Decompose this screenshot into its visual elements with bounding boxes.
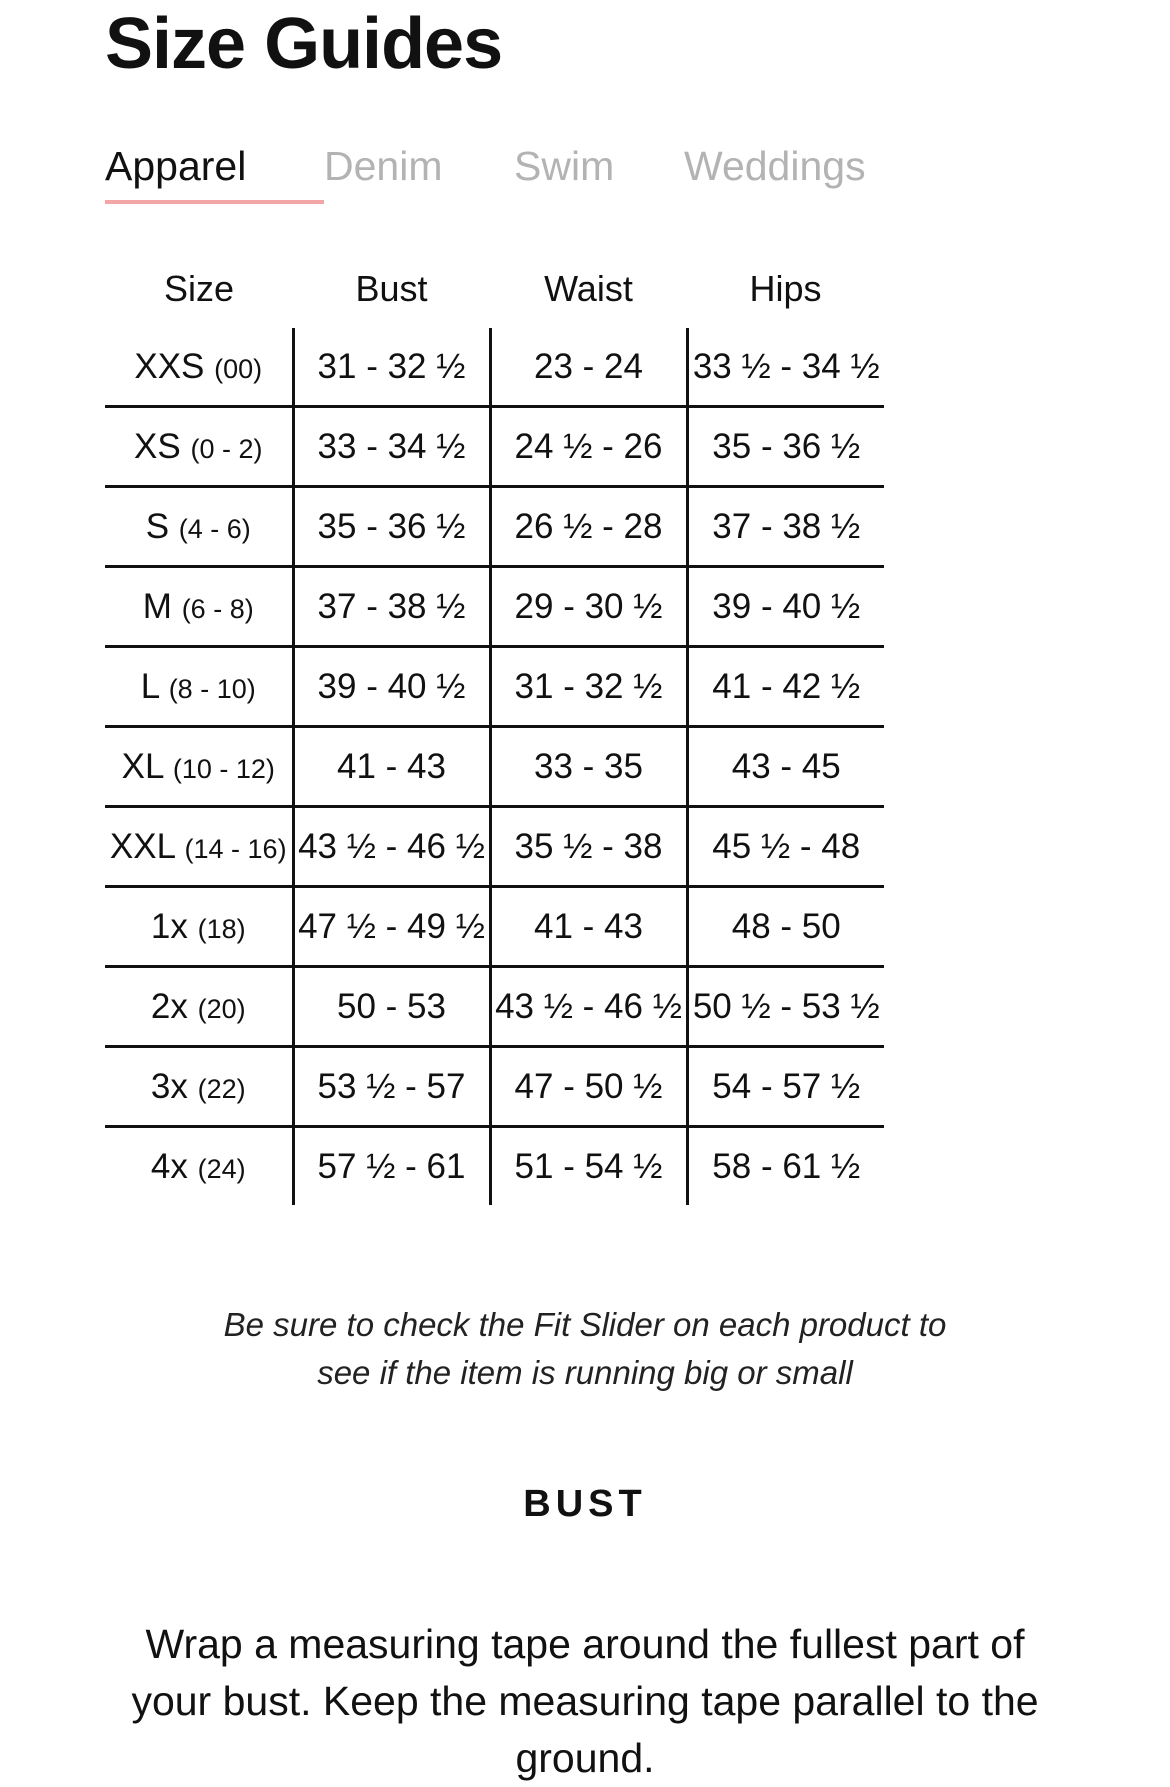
- bust-cell: 43 ½ - 46 ½: [293, 807, 490, 887]
- size-numeric: (18): [197, 913, 246, 944]
- waist-cell: 51 - 54 ½: [490, 1127, 687, 1206]
- size-label: S: [145, 506, 170, 546]
- table-row: [105, 647, 884, 727]
- waist-cell: 24 ½ - 26: [490, 407, 687, 487]
- size-numeric: (20): [197, 993, 246, 1024]
- waist-cell: 29 - 30 ½: [490, 567, 687, 647]
- waist-cell: 33 - 35: [490, 727, 687, 807]
- bust-cell: 33 - 34 ½: [293, 407, 490, 487]
- size-cell: [105, 967, 293, 1047]
- size-numeric: (6 - 8): [181, 593, 254, 624]
- table-row: [105, 807, 884, 887]
- bust-cell: 41 - 43: [293, 727, 490, 807]
- hips-cell: 37 - 38 ½: [687, 487, 884, 567]
- header-hips: Hips: [749, 268, 822, 309]
- bust-cell: 37 - 38 ½: [293, 567, 490, 647]
- size-label: M: [142, 586, 172, 626]
- table-row: [105, 887, 884, 967]
- size-label: XS: [134, 426, 181, 466]
- header-size: Size: [163, 268, 235, 309]
- hips-cell: 45 ½ - 48: [687, 807, 884, 887]
- size-numeric: (00): [214, 353, 263, 384]
- table-row: [105, 967, 884, 1047]
- size-numeric: (4 - 6): [178, 513, 251, 544]
- table-row: [105, 1047, 884, 1127]
- size-cell: [105, 487, 293, 567]
- header-bust: Bust: [355, 268, 428, 309]
- size-numeric: (24): [197, 1153, 246, 1184]
- hips-cell: 35 - 36 ½: [687, 407, 884, 487]
- size-label: 4x: [150, 1146, 188, 1186]
- bust-cell: 39 - 40 ½: [293, 647, 490, 727]
- size-cell: [105, 807, 293, 887]
- tab-swim[interactable]: Swim: [514, 143, 615, 189]
- size-label: XXS: [134, 346, 205, 386]
- size-cell: [105, 567, 293, 647]
- size-cell: [105, 727, 293, 807]
- table-row: [105, 727, 884, 807]
- size-label: 3x: [150, 1066, 188, 1106]
- bust-cell: 31 - 32 ½: [293, 328, 490, 407]
- waist-cell: 41 - 43: [490, 887, 687, 967]
- page-title: Size Guides: [105, 4, 503, 84]
- bust-cell: 47 ½ - 49 ½: [293, 887, 490, 967]
- bust-heading: BUST: [523, 1483, 647, 1525]
- size-cell: [105, 887, 293, 967]
- table-row: [105, 407, 884, 487]
- bust-cell: 50 - 53: [293, 967, 490, 1047]
- size-cell: [105, 1127, 293, 1206]
- table-row: [105, 487, 884, 567]
- header-waist: Waist: [544, 268, 633, 309]
- waist-cell: 47 - 50 ½: [490, 1047, 687, 1127]
- size-label: XXL: [109, 826, 175, 866]
- size-label: L: [140, 666, 159, 706]
- size-label: 2x: [150, 986, 188, 1026]
- hips-cell: 43 - 45: [687, 727, 884, 807]
- size-cell: [105, 407, 293, 487]
- size-guide-tabs: [105, 140, 884, 200]
- size-label: 1x: [150, 906, 188, 946]
- table-row: [105, 567, 884, 647]
- waist-cell: 31 - 32 ½: [490, 647, 687, 727]
- hips-cell: 41 - 42 ½: [687, 647, 884, 727]
- fit-slider-note: Be sure to check the Fit Slider on each product to see if the item is running big or small: [223, 1306, 947, 1391]
- waist-cell: 23 - 24: [490, 328, 687, 407]
- tab-weddings[interactable]: Weddings: [684, 143, 866, 189]
- size-numeric: (10 - 12): [172, 753, 275, 784]
- tab-apparel[interactable]: Apparel: [105, 140, 324, 200]
- size-numeric: (8 - 10): [168, 673, 256, 704]
- size-numeric: (14 - 16): [184, 833, 287, 864]
- bust-cell: 57 ½ - 61: [293, 1127, 490, 1206]
- hips-cell: 48 - 50: [687, 887, 884, 967]
- hips-cell: 58 - 61 ½: [687, 1127, 884, 1206]
- hips-cell: 50 ½ - 53 ½: [687, 967, 884, 1047]
- table-header-row: [105, 250, 884, 328]
- size-numeric: (22): [197, 1073, 246, 1104]
- waist-cell: 26 ½ - 28: [490, 487, 687, 567]
- waist-cell: 43 ½ - 46 ½: [490, 967, 687, 1047]
- size-cell: [105, 328, 293, 407]
- table-row: [105, 1127, 884, 1206]
- bust-cell: 53 ½ - 57: [293, 1047, 490, 1127]
- bust-cell: 35 - 36 ½: [293, 487, 490, 567]
- hips-cell: 54 - 57 ½: [687, 1047, 884, 1127]
- size-cell: [105, 647, 293, 727]
- size-cell: [105, 1047, 293, 1127]
- tab-denim[interactable]: Denim: [324, 143, 443, 189]
- waist-cell: 35 ½ - 38: [490, 807, 687, 887]
- size-numeric: (0 - 2): [190, 433, 263, 464]
- hips-cell: 39 - 40 ½: [687, 567, 884, 647]
- size-label: XL: [121, 746, 164, 786]
- hips-cell: 33 ½ - 34 ½: [687, 328, 884, 407]
- size-chart-table: [105, 250, 884, 1205]
- bust-instructions: Wrap a measuring tape around the fullest part of your bust. Keep the measuring tape parallel to the ground.: [131, 1621, 1039, 1781]
- table-row: [105, 328, 884, 407]
